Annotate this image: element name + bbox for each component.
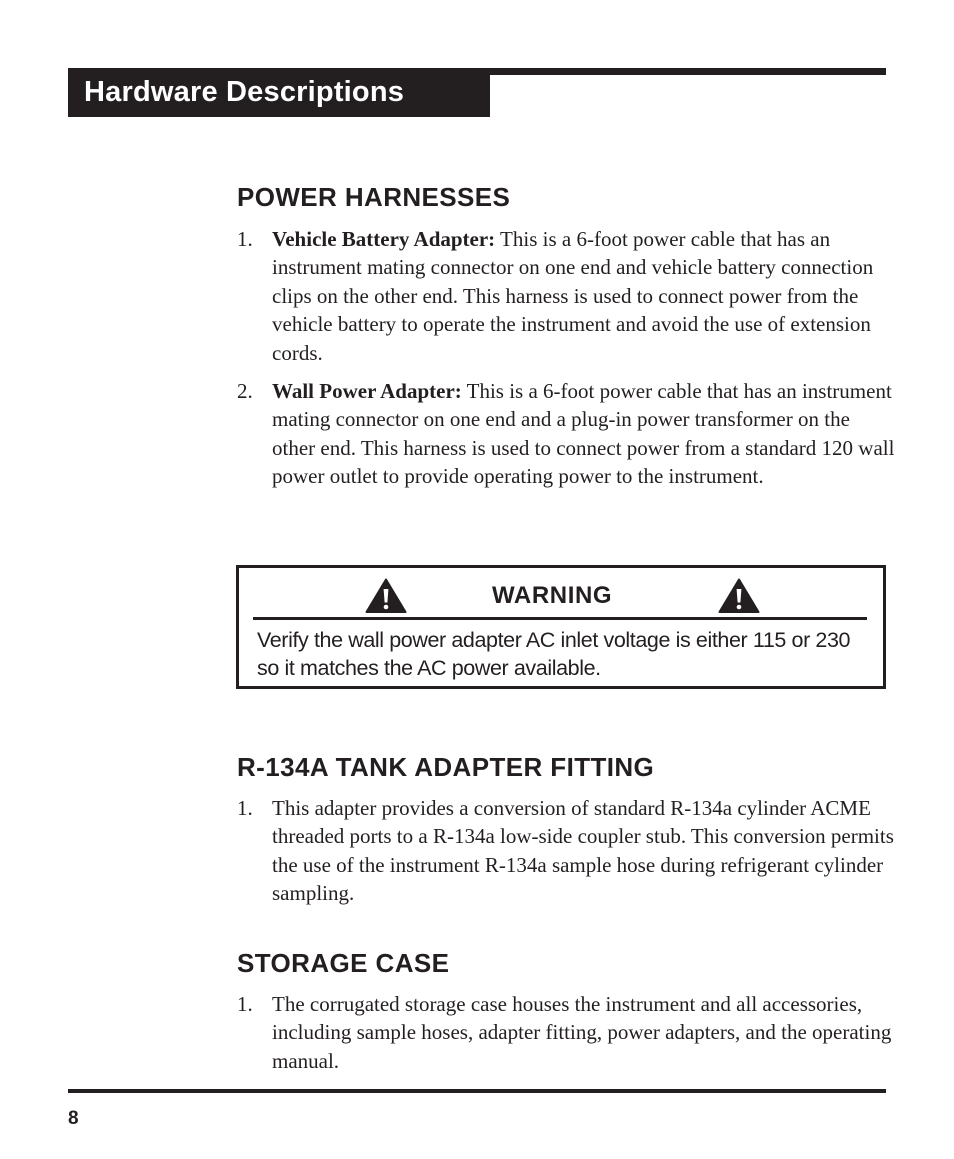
list-item-text: This is a 6-foot power cable that has an instrument mating connector on one end and a plug-in power transformer on the other end. This harness is used to connect power from a standard 120 wall power outlet to provide operating power to the instrument. bbox=[272, 379, 895, 489]
list-item-tank-adapter bbox=[237, 794, 897, 908]
warning-title: WARNING bbox=[492, 582, 613, 609]
list-item-storage-case bbox=[237, 990, 897, 1075]
page-number: 8 bbox=[68, 1108, 79, 1129]
warning-triangle-icon bbox=[718, 578, 760, 614]
storage-case-heading: STORAGE CASE bbox=[237, 948, 450, 978]
warning-divider bbox=[253, 617, 867, 620]
footer-rule bbox=[68, 1089, 886, 1093]
power-harnesses-list bbox=[237, 225, 897, 501]
list-item-term: Wall Power Adapter: bbox=[272, 379, 462, 404]
warning-box bbox=[236, 565, 886, 689]
list-item-text: This adapter provides a conversion of standard R-134a cylinder ACME threaded ports to a R-134a low-side coupler stub. This conversion permits the use of the instrument R-134a sample hose during refrigerant cylinder sampling. bbox=[272, 796, 894, 906]
list-item-number: 2. bbox=[237, 379, 253, 404]
page-title: Hardware Descriptions bbox=[84, 76, 405, 108]
list-item-number: 1. bbox=[237, 796, 253, 820]
tank-adapter-list bbox=[237, 794, 897, 918]
tank-adapter-heading: R-134A TANK ADAPTER FITTING bbox=[237, 752, 655, 782]
list-item-wall-power-adapter bbox=[237, 377, 897, 491]
list-item-number: 1. bbox=[237, 992, 253, 1016]
power-harnesses-heading: POWER HARNESSES bbox=[237, 182, 511, 212]
warning-text: Verify the wall power adapter AC inlet voltage is either 115 or 230 so it matches the AC power available. bbox=[257, 628, 851, 680]
list-item-number: 1. bbox=[237, 227, 253, 251]
list-item-text: The corrugated storage case houses the instrument and all accessories, including sample hoses, adapter fitting, power adapters, and the operating manual. bbox=[272, 992, 892, 1073]
storage-case-list bbox=[237, 990, 897, 1085]
list-item-vehicle-battery-adapter bbox=[237, 225, 897, 367]
list-item-text: This is a 6-foot power cable that has an instrument mating connector on one end and vehicle battery connection clips on the other end. This harness is used to connect power from the vehicle battery to operate the instrument and avoid the use of extension cords. bbox=[272, 227, 874, 365]
warning-triangle-icon bbox=[365, 578, 407, 614]
list-item-term: Vehicle Battery Adapter: bbox=[272, 227, 496, 251]
